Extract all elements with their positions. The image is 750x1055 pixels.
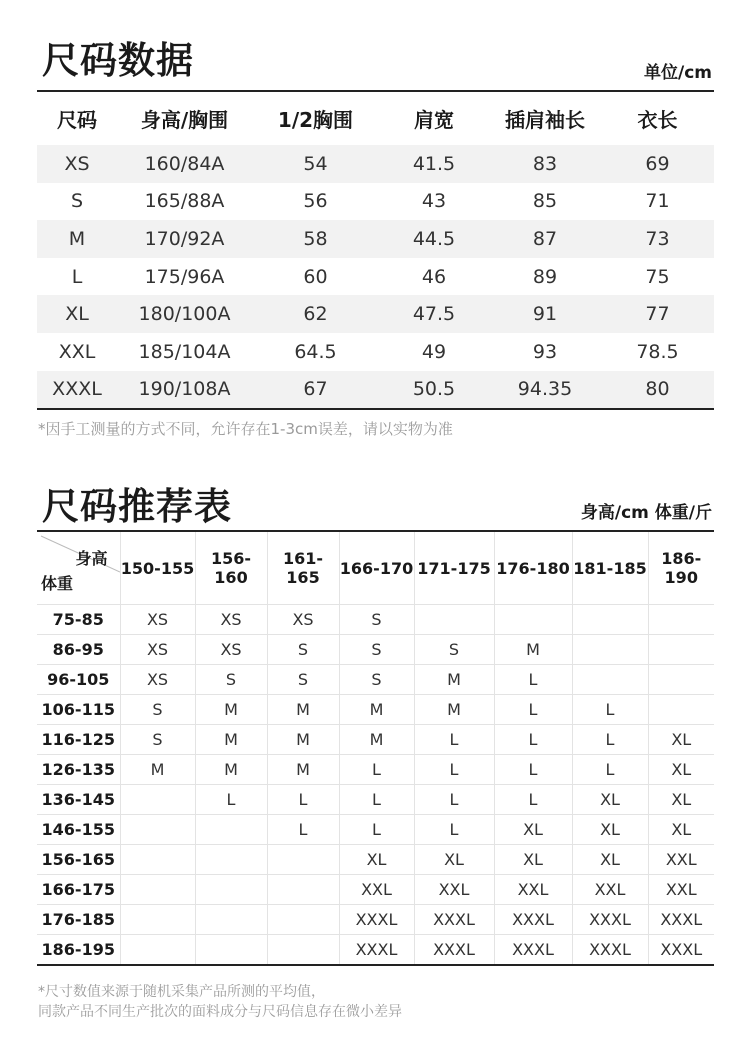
- weight-range-label: 75-85: [37, 605, 120, 635]
- weight-range-label: 86-95: [37, 635, 120, 665]
- weight-range-label: 156-165: [37, 845, 120, 875]
- recommended-size-cell: S: [339, 605, 414, 635]
- recommend-row: [37, 605, 714, 635]
- size-table-row: [37, 333, 714, 371]
- recommend-row: [37, 845, 714, 875]
- size-table-row: [37, 258, 714, 296]
- size-table-cell: 80: [601, 371, 714, 410]
- size-table-cell: 91: [489, 295, 601, 333]
- recommended-size-cell: XXL: [494, 875, 572, 905]
- recommended-size-cell: [267, 845, 339, 875]
- recommended-size-cell: L: [494, 725, 572, 755]
- recommended-size-cell: XXXL: [648, 935, 714, 966]
- measurement-note: *因手工测量的方式不同，允许存在1-3cm误差，请以实物为准: [38, 420, 453, 438]
- size-table-cell: 93: [532, 340, 558, 363]
- recommended-size-cell: S: [339, 635, 414, 665]
- recommended-size-cell: M: [414, 695, 494, 725]
- recommended-size-cell: L: [339, 815, 414, 845]
- recommended-size-cell: M: [494, 635, 572, 665]
- recommend-row: [37, 695, 714, 725]
- size-table-row: [37, 145, 714, 183]
- size-table-cell: 47.5: [379, 295, 489, 333]
- recommend-row: [37, 635, 714, 665]
- recommended-size-cell: [195, 935, 267, 966]
- recommended-size-cell: XXXL: [414, 935, 494, 966]
- recommend-row: [37, 875, 714, 905]
- height-range-header: 166-170: [339, 531, 414, 605]
- recommended-size-cell: L: [572, 755, 648, 785]
- recommended-size-cell: L: [494, 785, 572, 815]
- recommended-size-cell: M: [414, 665, 494, 695]
- recommended-size-cell: XXL: [648, 875, 714, 905]
- disclaimer-line-2: 同款产品不同生产批次的面料成分与尺码信息存在微小差异: [38, 1004, 402, 1020]
- recommended-size-cell: M: [339, 725, 414, 755]
- recommended-size-cell: XL: [414, 845, 494, 875]
- size-table-cell: 78.5: [636, 340, 679, 363]
- size-recommend-table: [37, 530, 714, 966]
- size-table-cell: XS: [37, 145, 117, 183]
- recommended-size-cell: XL: [494, 815, 572, 845]
- recommended-size-cell: S: [120, 695, 195, 725]
- size-table-cell: 50.5: [379, 371, 489, 410]
- header-raglan-sleeve: 插肩袖长: [505, 108, 585, 132]
- recommended-size-cell: M: [195, 755, 267, 785]
- recommended-size-cell: [648, 695, 714, 725]
- size-table-cell: 71: [645, 190, 670, 213]
- recommended-size-cell: [120, 935, 195, 966]
- size-table-header-row: [37, 91, 714, 145]
- weight-range-label: 136-145: [37, 785, 120, 815]
- size-table-cell: 180/100A: [117, 295, 252, 333]
- recommended-size-cell: XL: [572, 785, 648, 815]
- recommended-size-cell: XL: [648, 815, 714, 845]
- recommended-size-cell: M: [195, 695, 267, 725]
- recommended-size-cell: XXXL: [494, 905, 572, 935]
- recommended-size-cell: XL: [572, 845, 648, 875]
- recommended-size-cell: XXL: [414, 875, 494, 905]
- recommend-row: [37, 905, 714, 935]
- height-range-header: 156-160: [195, 531, 267, 605]
- size-table-cell: 175/96A: [144, 265, 225, 288]
- weight-range-label: 96-105: [37, 665, 120, 695]
- recommended-size-cell: [120, 815, 195, 845]
- height-range-header: 161-165: [267, 531, 339, 605]
- weight-range-label: 166-175: [37, 875, 120, 905]
- size-table-cell: 54: [252, 145, 379, 183]
- recommended-size-cell: XXXL: [494, 935, 572, 966]
- weight-range-label: 176-185: [37, 905, 120, 935]
- size-table-cell: XXL: [58, 340, 96, 363]
- recommended-size-cell: [494, 605, 572, 635]
- recommended-size-cell: [414, 605, 494, 635]
- weight-range-label: 126-135: [37, 755, 120, 785]
- size-table-row: [37, 371, 714, 410]
- size-table-cell: 64.5: [294, 340, 337, 363]
- recommended-size-cell: S: [120, 725, 195, 755]
- recommended-size-cell: XS: [195, 635, 267, 665]
- recommend-row: [37, 665, 714, 695]
- recommended-size-cell: [195, 815, 267, 845]
- corner-header-cell: [37, 531, 120, 605]
- weight-range-label: 146-155: [37, 815, 120, 845]
- height-range-header: 186-190: [648, 531, 714, 605]
- recommended-size-cell: S: [414, 635, 494, 665]
- size-table-cell: M: [37, 220, 117, 258]
- recommended-size-cell: [120, 875, 195, 905]
- recommended-size-cell: XS: [120, 605, 195, 635]
- size-table-cell: 69: [601, 145, 714, 183]
- height-range-header: 150-155: [120, 531, 195, 605]
- recommended-size-cell: L: [414, 725, 494, 755]
- size-table-cell: 87: [489, 220, 601, 258]
- corner-height-label: 身高: [75, 549, 108, 568]
- recommended-size-cell: XXXL: [648, 905, 714, 935]
- size-recommend-title: 尺码推荐表: [42, 485, 232, 528]
- recommended-size-cell: [648, 605, 714, 635]
- size-recommend-unit: 身高/cm 体重/斤: [580, 503, 712, 523]
- recommended-size-cell: XXL: [648, 845, 714, 875]
- recommended-size-cell: L: [414, 785, 494, 815]
- recommended-size-cell: XL: [339, 845, 414, 875]
- size-table-cell: 43: [421, 190, 447, 213]
- recommended-size-cell: S: [267, 635, 339, 665]
- recommended-size-cell: [648, 665, 714, 695]
- recommend-row: [37, 725, 714, 755]
- recommended-size-cell: S: [195, 665, 267, 695]
- recommended-size-cell: L: [572, 695, 648, 725]
- recommended-size-cell: L: [414, 755, 494, 785]
- recommended-size-cell: XS: [120, 665, 195, 695]
- size-table-cell: 185/104A: [138, 340, 231, 363]
- recommended-size-cell: [195, 905, 267, 935]
- size-table-cell: 60: [303, 265, 328, 288]
- recommend-row: [37, 935, 714, 966]
- size-data-unit: 单位/cm: [644, 63, 712, 83]
- size-table-cell: 77: [601, 295, 714, 333]
- recommended-size-cell: L: [195, 785, 267, 815]
- header-shoulder: 肩宽: [414, 108, 454, 132]
- recommended-size-cell: XXL: [339, 875, 414, 905]
- recommended-size-cell: L: [494, 755, 572, 785]
- height-range-header: 181-185: [572, 531, 648, 605]
- size-table-row: [37, 220, 714, 258]
- size-table-cell: XXXL: [37, 371, 117, 410]
- recommended-size-cell: XL: [648, 785, 714, 815]
- header-size: 尺码: [57, 108, 97, 132]
- recommended-size-cell: XS: [267, 605, 339, 635]
- size-table-cell: 75: [645, 265, 670, 288]
- recommended-size-cell: M: [267, 695, 339, 725]
- height-range-header: 176-180: [494, 531, 572, 605]
- recommended-size-cell: L: [339, 755, 414, 785]
- size-table-cell: 49: [421, 340, 447, 363]
- recommended-size-cell: XS: [195, 605, 267, 635]
- weight-range-label: 186-195: [37, 935, 120, 966]
- recommended-size-cell: [120, 905, 195, 935]
- size-data-table: [37, 90, 714, 410]
- size-table-cell: XL: [37, 295, 117, 333]
- recommended-size-cell: XXXL: [572, 905, 648, 935]
- recommended-size-cell: S: [339, 665, 414, 695]
- header-length: 衣长: [637, 108, 678, 132]
- size-table-cell: L: [71, 265, 83, 288]
- size-table-cell: 44.5: [379, 220, 489, 258]
- recommended-size-cell: L: [339, 785, 414, 815]
- header-height-chest: 身高/胸围: [140, 108, 229, 132]
- recommended-size-cell: XL: [572, 815, 648, 845]
- size-table-cell: 85: [532, 190, 558, 213]
- recommended-size-cell: [648, 635, 714, 665]
- recommended-size-cell: M: [120, 755, 195, 785]
- size-table-cell: 58: [252, 220, 379, 258]
- recommended-size-cell: [195, 845, 267, 875]
- recommend-header-row: [37, 531, 714, 605]
- size-table-cell: 94.35: [489, 371, 601, 410]
- size-table-cell: S: [70, 190, 84, 213]
- size-table-row: [37, 183, 714, 221]
- size-table-cell: 67: [252, 371, 379, 410]
- size-table-cell: 165/88A: [144, 190, 225, 213]
- size-table-cell: 160/84A: [117, 145, 252, 183]
- recommended-size-cell: [267, 935, 339, 966]
- sizing-disclaimer: [38, 982, 402, 1022]
- corner-weight-label: 体重: [41, 574, 74, 593]
- recommended-size-cell: [572, 635, 648, 665]
- size-table-cell: 83: [489, 145, 601, 183]
- recommended-size-cell: XL: [648, 725, 714, 755]
- disclaimer-line-1: *尺寸数值来源于随机采集产品所测的平均值，: [38, 984, 325, 1000]
- header-half-chest: 1/2胸围: [277, 108, 354, 132]
- recommended-size-cell: XXXL: [572, 935, 648, 966]
- recommended-size-cell: XXXL: [414, 905, 494, 935]
- recommended-size-cell: L: [267, 785, 339, 815]
- size-table-cell: 73: [601, 220, 714, 258]
- recommended-size-cell: [120, 845, 195, 875]
- recommended-size-cell: [267, 905, 339, 935]
- recommended-size-cell: [195, 875, 267, 905]
- recommended-size-cell: XXXL: [339, 905, 414, 935]
- recommended-size-cell: L: [494, 665, 572, 695]
- recommended-size-cell: M: [267, 755, 339, 785]
- size-table-cell: 46: [421, 265, 447, 288]
- weight-range-label: 106-115: [37, 695, 120, 725]
- recommended-size-cell: [572, 605, 648, 635]
- recommended-size-cell: XL: [648, 755, 714, 785]
- recommended-size-cell: [120, 785, 195, 815]
- recommended-size-cell: [267, 875, 339, 905]
- recommended-size-cell: XL: [494, 845, 572, 875]
- size-data-title: 尺码数据: [42, 39, 194, 82]
- size-table-cell: 89: [532, 265, 558, 288]
- size-table-cell: 41.5: [379, 145, 489, 183]
- weight-range-label: 116-125: [37, 725, 120, 755]
- size-table-row: [37, 295, 714, 333]
- recommended-size-cell: XS: [120, 635, 195, 665]
- recommended-size-cell: M: [267, 725, 339, 755]
- recommended-size-cell: L: [494, 695, 572, 725]
- recommended-size-cell: M: [195, 725, 267, 755]
- recommended-size-cell: M: [339, 695, 414, 725]
- size-table-cell: 190/108A: [117, 371, 252, 410]
- recommended-size-cell: L: [267, 815, 339, 845]
- size-table-cell: 170/92A: [117, 220, 252, 258]
- recommended-size-cell: L: [414, 815, 494, 845]
- recommend-row: [37, 815, 714, 845]
- size-table-cell: 62: [252, 295, 379, 333]
- recommended-size-cell: L: [572, 725, 648, 755]
- recommended-size-cell: [572, 665, 648, 695]
- recommend-row: [37, 785, 714, 815]
- size-table-cell: 56: [303, 190, 328, 213]
- recommended-size-cell: XXL: [572, 875, 648, 905]
- height-range-header: 171-175: [414, 531, 494, 605]
- recommended-size-cell: XXXL: [339, 935, 414, 966]
- recommended-size-cell: S: [267, 665, 339, 695]
- recommend-row: [37, 755, 714, 785]
